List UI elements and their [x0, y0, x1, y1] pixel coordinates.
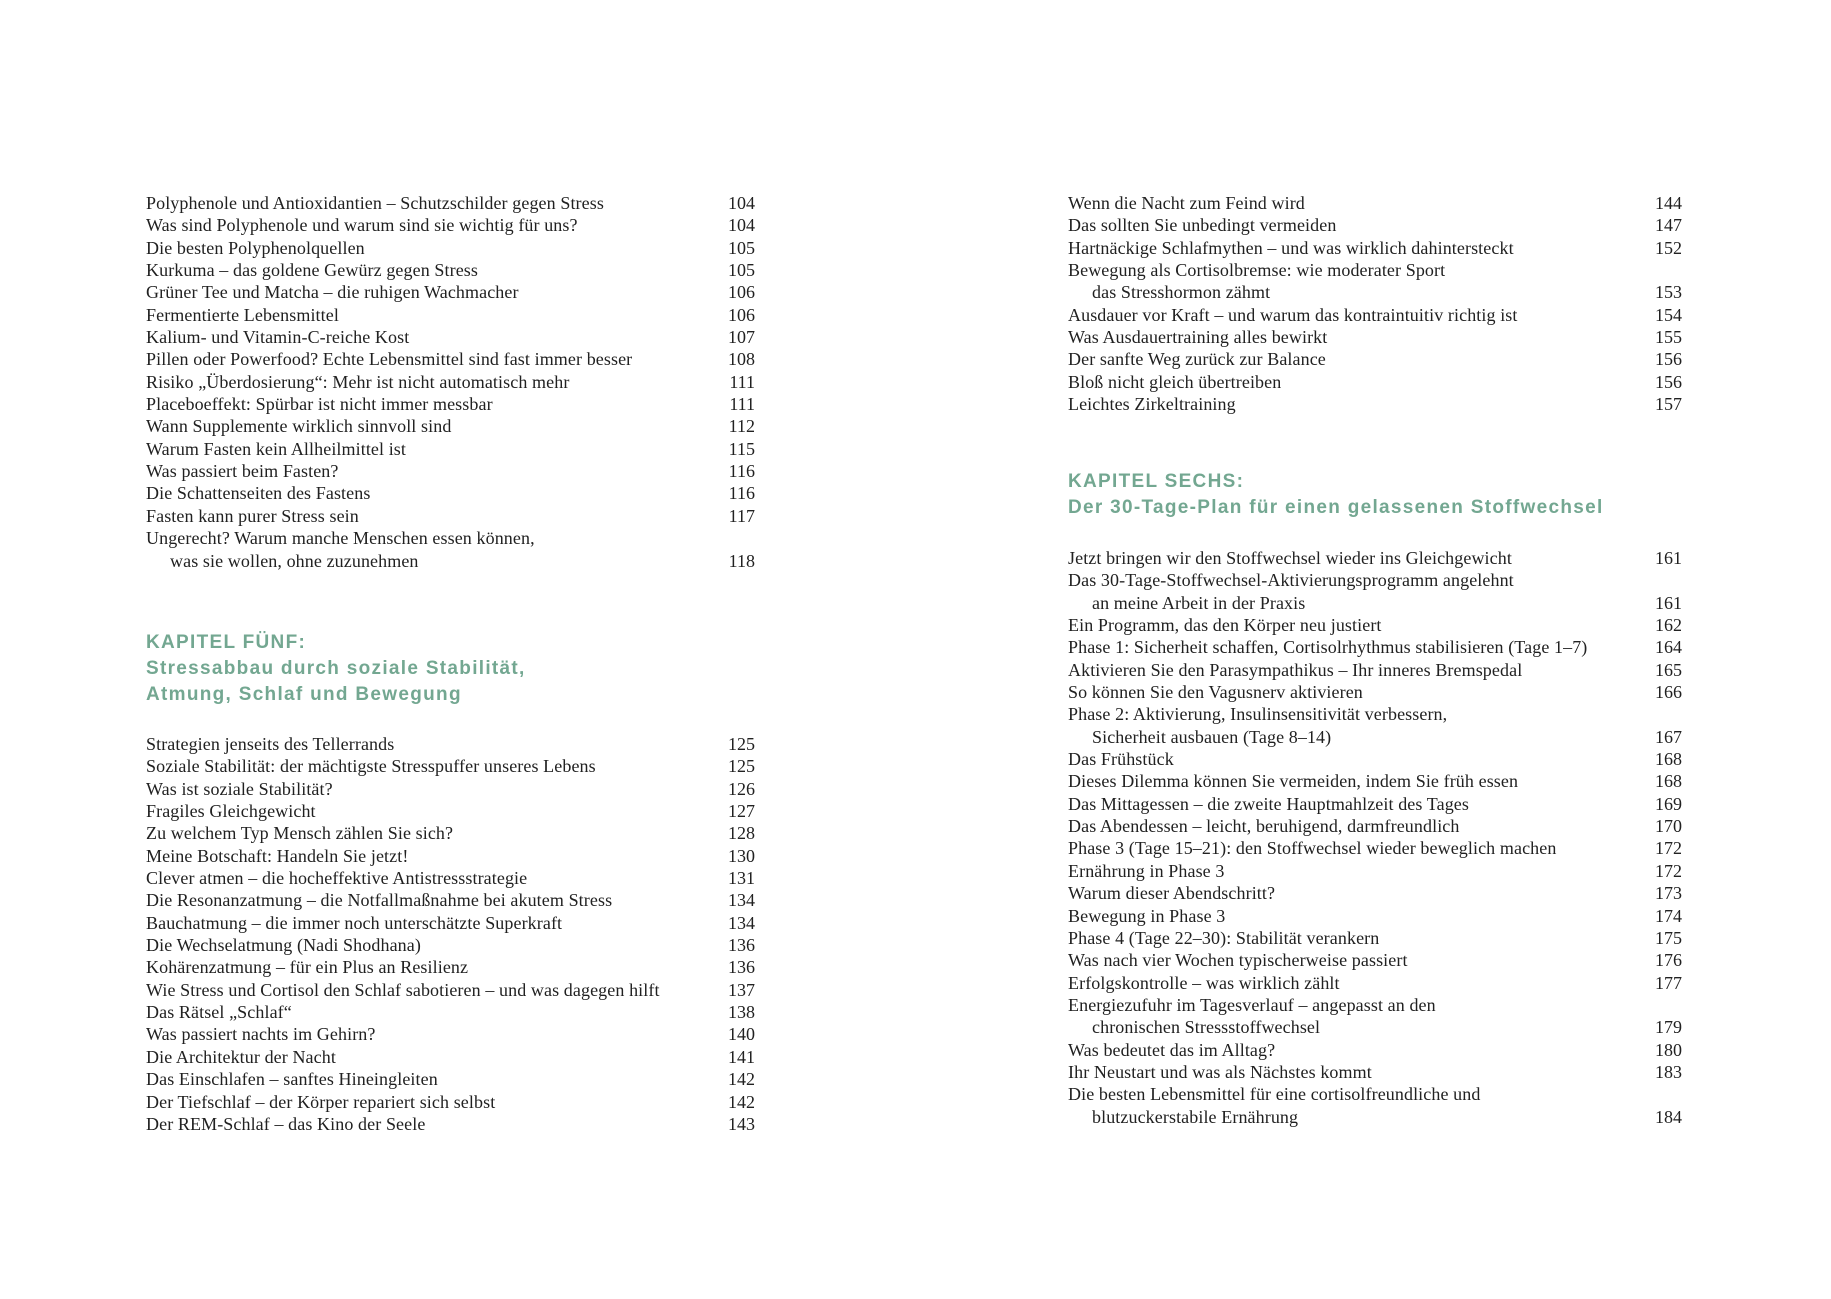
entry-page-number: 165: [1655, 659, 1682, 680]
toc-entry-line: [146, 935, 755, 957]
entry-title: Was ist soziale Stabilität?: [146, 778, 333, 799]
toc-entry-line: [1068, 704, 1682, 726]
entry-title: Warum Fasten kein Allheilmittel ist: [146, 438, 407, 459]
entry-title: Das Frühstück: [1068, 749, 1174, 770]
entry-title: Der Tiefschlaf – der Körper repariert sich selbst: [146, 1091, 496, 1112]
entry-title: Was sind Polyphenole und warum sind sie wichtig für uns?: [146, 215, 578, 236]
entry-page-number: 138: [728, 1002, 755, 1023]
entry-title: Das Rätsel „Schlaf“: [146, 1002, 292, 1023]
toc-entry-line: [146, 1069, 755, 1091]
entry-page-number: 156: [1655, 371, 1682, 392]
toc-entry-line: [146, 801, 755, 823]
entry-title: Polyphenole und Antioxidantien – Schutzschilder gegen Stress: [146, 193, 604, 213]
toc-entry-line: [146, 483, 755, 505]
entry-title: Wann Supplemente wirklich sinnvoll sind: [146, 416, 452, 437]
toc-entry-line: [1068, 928, 1682, 950]
toc-entry-line: [1068, 260, 1682, 282]
entry-title: Leichtes Zirkeltraining: [1068, 394, 1236, 415]
entry-page-number: 118: [728, 550, 755, 571]
toc-entry-line: [146, 1024, 755, 1046]
chapter-six-title: Der 30-Tage-Plan für einen gelassenen Stoffwechsel: [1068, 497, 1604, 518]
entry-page-number: 141: [728, 1046, 755, 1067]
toc-entry-line: [146, 980, 755, 1002]
entry-title: Erfolgskontrolle – was wirklich zählt: [1068, 972, 1340, 993]
toc-entry-line: [146, 846, 755, 868]
entry-title: Phase 3 (Tage 15–21): den Stoffwechsel wieder beweglich machen: [1068, 838, 1557, 859]
entry-title: Die Resonanzatmung – die Notfallmaßnahme bei akutem Stress: [146, 890, 613, 911]
entry-page-number: 104: [728, 215, 755, 236]
entry-page-number: 107: [728, 327, 755, 348]
entry-page-number: 174: [1655, 905, 1682, 926]
entry-page-number: 168: [1655, 749, 1682, 770]
entry-page-number: 105: [728, 260, 755, 281]
toc-entry-line: [146, 193, 755, 215]
toc-section-chapter5: [146, 734, 755, 1136]
toc-entry-line: [146, 551, 755, 573]
toc-entry-line: [1068, 794, 1682, 816]
entry-page-number: 144: [1655, 193, 1682, 213]
toc-entry-line: [1068, 727, 1682, 749]
entry-page-number: 126: [728, 778, 755, 799]
entry-title: Bewegung als Cortisolbremse: wie moderater Sport: [1068, 260, 1446, 281]
toc-entry-line: [146, 528, 755, 550]
toc-entry-line: [1068, 215, 1682, 237]
entry-title: Fasten kann purer Stress sein: [146, 505, 359, 526]
entry-page-number: 106: [728, 282, 755, 303]
entry-title: Bauchatmung – die immer noch unterschätzte Superkraft: [146, 912, 563, 933]
toc-entry-line: [1068, 950, 1682, 972]
toc-entry-line: [1068, 372, 1682, 394]
chapter-six-label: KAPITEL SECHS:: [1068, 471, 1245, 492]
entry-title: Grüner Tee und Matcha – die ruhigen Wachmacher: [146, 282, 519, 303]
toc-entry-line: [146, 215, 755, 237]
entry-page-number: 152: [1655, 237, 1682, 258]
chapter-five-heading: [146, 630, 755, 708]
entry-page-number: 166: [1655, 682, 1682, 703]
toc-entry-line: [1068, 327, 1682, 349]
entry-title: blutzuckerstabile Ernährung: [1092, 1106, 1299, 1127]
entry-title: Bewegung in Phase 3: [1068, 905, 1226, 926]
toc-entry-line: [1068, 973, 1682, 995]
entry-page-number: 142: [728, 1069, 755, 1090]
entry-page-number: 127: [728, 801, 755, 822]
toc-section-chapter5-tail: [1068, 193, 1682, 416]
entry-title: Placeboeffekt: Spürbar ist nicht immer messbar: [146, 394, 493, 415]
entry-title: Meine Botschaft: Handeln Sie jetzt!: [146, 845, 409, 866]
entry-title: Energiezufuhr im Tagesverlauf – angepasst an den: [1068, 994, 1436, 1015]
entry-title: Zu welchem Typ Mensch zählen Sie sich?: [146, 823, 454, 844]
entry-title: Das Einschlafen – sanftes Hineingleiten: [146, 1069, 438, 1090]
entry-title: Was bedeutet das im Alltag?: [1068, 1039, 1276, 1060]
toc-entry-line: [146, 734, 755, 756]
toc-entry-line: [1068, 1017, 1682, 1039]
toc-entry-line: [146, 461, 755, 483]
toc-entry-line: [1068, 861, 1682, 883]
entry-title: Ungerecht? Warum manche Menschen essen können,: [146, 528, 535, 549]
entry-page-number: 147: [1655, 215, 1682, 236]
toc-section-chapter4-tail: [146, 193, 755, 573]
toc-entry-line: [146, 372, 755, 394]
entry-page-number: 116: [728, 461, 755, 482]
toc-entry-line: [1068, 238, 1682, 260]
toc-entry-line: [1068, 771, 1682, 793]
chapter-five-title-line1: Stressabbau durch soziale Stabilität,: [146, 658, 526, 679]
toc-entry-line: [146, 238, 755, 260]
toc-entry-line: [1068, 637, 1682, 659]
entry-page-number: 164: [1655, 637, 1682, 658]
toc-entry-line: [1068, 906, 1682, 928]
toc-entry-line: [146, 349, 755, 371]
entry-title: das Stresshormon zähmt: [1092, 282, 1271, 303]
entry-page-number: 179: [1655, 1017, 1682, 1038]
entry-page-number: 161: [1655, 548, 1682, 568]
entry-title: Strategien jenseits des Tellerrands: [146, 734, 395, 754]
toc-entry-line: [146, 823, 755, 845]
entry-title: Was nach vier Wochen typischerweise passiert: [1068, 950, 1408, 971]
toc-entry-line: [1068, 193, 1682, 215]
entry-title: So können Sie den Vagusnerv aktivieren: [1068, 682, 1363, 703]
entry-title: Das sollten Sie unbedingt vermeiden: [1068, 215, 1337, 236]
entry-page-number: 157: [1655, 394, 1682, 415]
toc-entry-line: [146, 1114, 755, 1136]
entry-title: Fragiles Gleichgewicht: [146, 801, 316, 822]
entry-title: Die Wechselatmung (Nadi Shodhana): [146, 935, 421, 956]
entry-page-number: 105: [728, 237, 755, 258]
toc-entry-line: [146, 416, 755, 438]
entry-title: Dieses Dilemma können Sie vermeiden, indem Sie früh essen: [1068, 771, 1519, 792]
entry-title: Die Schattenseiten des Fastens: [146, 483, 371, 504]
toc-entry-line: [1068, 816, 1682, 838]
entry-page-number: 175: [1655, 927, 1682, 948]
toc-entry-line: [146, 756, 755, 778]
entry-page-number: 170: [1655, 816, 1682, 837]
toc-entry-line: [146, 394, 755, 416]
entry-title: Das Abendessen – leicht, beruhigend, darmfreundlich: [1068, 816, 1460, 837]
entry-page-number: 173: [1655, 883, 1682, 904]
toc-entry-line: [1068, 570, 1682, 592]
toc-entry-line: [146, 260, 755, 282]
entry-page-number: 115: [728, 438, 755, 459]
entry-page-number: 143: [728, 1113, 755, 1134]
entry-page-number: 176: [1655, 950, 1682, 971]
toc-entry-line: [1068, 1107, 1682, 1129]
toc-entry-line: [1068, 1084, 1682, 1106]
toc-entry-line: [1068, 349, 1682, 371]
entry-page-number: 125: [728, 756, 755, 777]
entry-title: was sie wollen, ohne zuzunehmen: [170, 550, 419, 571]
entry-page-number: 137: [728, 979, 755, 1000]
entry-page-number: 161: [1655, 592, 1682, 613]
entry-title: Der sanfte Weg zurück zur Balance: [1068, 349, 1326, 370]
toc-entry-line: [146, 913, 755, 935]
entry-title: Clever atmen – die hocheffektive Antistressstrategie: [146, 868, 528, 889]
entry-title: Der REM-Schlaf – das Kino der Seele: [146, 1113, 426, 1134]
entry-title: Was passiert beim Fasten?: [146, 461, 339, 482]
toc-entry-line: [1068, 593, 1682, 615]
toc-entry-line: [1068, 1040, 1682, 1062]
entry-title: Wie Stress und Cortisol den Schlaf sabotieren – und was dagegen hilft: [146, 979, 660, 1000]
toc-entry-line: [1068, 615, 1682, 637]
entry-page-number: 142: [728, 1091, 755, 1112]
toc-entry-line: [146, 1092, 755, 1114]
toc-entry-line: [1068, 838, 1682, 860]
entry-title: Kurkuma – das goldene Gewürz gegen Stress: [146, 260, 479, 281]
entry-title: Das 30-Tage-Stoffwechsel-Aktivierungsprogramm angelehnt: [1068, 570, 1514, 591]
right-page: [1068, 0, 1682, 1299]
entry-title: Warum dieser Abendschritt?: [1068, 883, 1276, 904]
toc-entry-line: [146, 1002, 755, 1024]
entry-page-number: 134: [728, 912, 755, 933]
entry-title: Ihr Neustart und was als Nächstes kommt: [1068, 1061, 1372, 1082]
entry-title: Die besten Polyphenolquellen: [146, 237, 365, 258]
toc-entry-line: [146, 779, 755, 801]
entry-page-number: 116: [728, 483, 755, 504]
entry-page-number: 134: [728, 890, 755, 911]
toc-entry-line: [1068, 995, 1682, 1017]
toc-entry-line: [1068, 548, 1682, 570]
entry-page-number: 162: [1655, 615, 1682, 636]
entry-page-number: 104: [728, 193, 755, 213]
entry-page-number: 140: [728, 1024, 755, 1045]
entry-page-number: 108: [728, 349, 755, 370]
toc-entry-line: [1068, 305, 1682, 327]
entry-page-number: 106: [728, 304, 755, 325]
entry-page-number: 112: [728, 416, 755, 437]
entry-page-number: 154: [1655, 304, 1682, 325]
entry-title: Jetzt bringen wir den Stoffwechsel wieder ins Gleichgewicht: [1068, 548, 1512, 568]
entry-page-number: 168: [1655, 771, 1682, 792]
entry-title: Kohärenzatmung – für ein Plus an Resilienz: [146, 957, 469, 978]
entry-title: Die besten Lebensmittel für eine cortisolfreundliche und: [1068, 1084, 1481, 1105]
toc-entry-line: [1068, 1062, 1682, 1084]
toc-entry-line: [146, 305, 755, 327]
entry-title: chronischen Stressstoffwechsel: [1092, 1017, 1321, 1038]
entry-title: Ausdauer vor Kraft – und warum das kontraintuitiv richtig ist: [1068, 304, 1518, 325]
entry-title: Phase 2: Aktivierung, Insulinsensitivität verbessern,: [1068, 704, 1448, 725]
chapter-six-heading: [1068, 469, 1682, 521]
entry-page-number: 136: [728, 935, 755, 956]
toc-entry-line: [1068, 883, 1682, 905]
entry-page-number: 117: [728, 505, 755, 526]
toc-entry-line: [146, 506, 755, 528]
entry-title: Soziale Stabilität: der mächtigste Stresspuffer unseres Lebens: [146, 756, 596, 777]
entry-page-number: 125: [728, 734, 755, 754]
toc-entry-line: [146, 1047, 755, 1069]
entry-title: Ein Programm, das den Körper neu justiert: [1068, 615, 1382, 636]
entry-title: Sicherheit ausbauen (Tage 8–14): [1092, 726, 1332, 747]
entry-page-number: 155: [1655, 327, 1682, 348]
left-page: [146, 0, 755, 1299]
entry-title: Phase 4 (Tage 22–30): Stabilität verankern: [1068, 927, 1380, 948]
entry-page-number: 180: [1655, 1039, 1682, 1060]
entry-page-number: 183: [1655, 1061, 1682, 1082]
toc-entry-line: [146, 282, 755, 304]
entry-page-number: 128: [728, 823, 755, 844]
toc-entry-line: [146, 439, 755, 461]
entry-page-number: 156: [1655, 349, 1682, 370]
entry-title: Fermentierte Lebensmittel: [146, 304, 339, 325]
entry-page-number: 111: [729, 394, 755, 415]
entry-title: Pillen oder Powerfood? Echte Lebensmittel sind fast immer besser: [146, 349, 633, 370]
entry-page-number: 169: [1655, 793, 1682, 814]
toc-entry-line: [1068, 282, 1682, 304]
toc-entry-line: [146, 327, 755, 349]
entry-title: Wenn die Nacht zum Feind wird: [1068, 193, 1305, 213]
entry-page-number: 172: [1655, 838, 1682, 859]
entry-page-number: 111: [729, 371, 755, 392]
entry-page-number: 136: [728, 957, 755, 978]
entry-title: Was Ausdauertraining alles bewirkt: [1068, 327, 1328, 348]
toc-entry-line: [1068, 394, 1682, 416]
toc-entry-line: [146, 890, 755, 912]
chapter-five-title-line2: Atmung, Schlaf und Bewegung: [146, 684, 462, 705]
toc-entry-line: [146, 868, 755, 890]
toc-entry-line: [1068, 749, 1682, 771]
entry-page-number: 167: [1655, 726, 1682, 747]
entry-title: Was passiert nachts im Gehirn?: [146, 1024, 376, 1045]
toc-entry-line: [1068, 660, 1682, 682]
entry-title: Das Mittagessen – die zweite Hauptmahlzeit des Tages: [1068, 793, 1469, 814]
entry-title: Ernährung in Phase 3: [1068, 860, 1225, 881]
entry-page-number: 153: [1655, 282, 1682, 303]
entry-title: Kalium- und Vitamin-C-reiche Kost: [146, 327, 410, 348]
entry-title: Phase 1: Sicherheit schaffen, Cortisolrhythmus stabilisieren (Tage 1–7): [1068, 637, 1588, 658]
entry-title: Aktivieren Sie den Parasympathikus – Ihr inneres Bremspedal: [1068, 659, 1523, 680]
entry-page-number: 177: [1655, 972, 1682, 993]
toc-entry-line: [1068, 682, 1682, 704]
entry-title: an meine Arbeit in der Praxis: [1092, 592, 1306, 613]
entry-page-number: 130: [728, 845, 755, 866]
entry-page-number: 131: [728, 868, 755, 889]
entry-title: Bloß nicht gleich übertreiben: [1068, 371, 1282, 392]
entry-page-number: 184: [1655, 1106, 1682, 1127]
chapter-five-label: KAPITEL FÜNF:: [146, 632, 307, 653]
entry-title: Hartnäckige Schlafmythen – und was wirklich dahintersteckt: [1068, 237, 1514, 258]
toc-entry-line: [146, 957, 755, 979]
entry-page-number: 172: [1655, 860, 1682, 881]
toc-section-chapter6: [1068, 548, 1682, 1129]
entry-title: Risiko „Überdosierung“: Mehr ist nicht automatisch mehr: [146, 371, 570, 392]
entry-title: Die Architektur der Nacht: [146, 1046, 336, 1067]
